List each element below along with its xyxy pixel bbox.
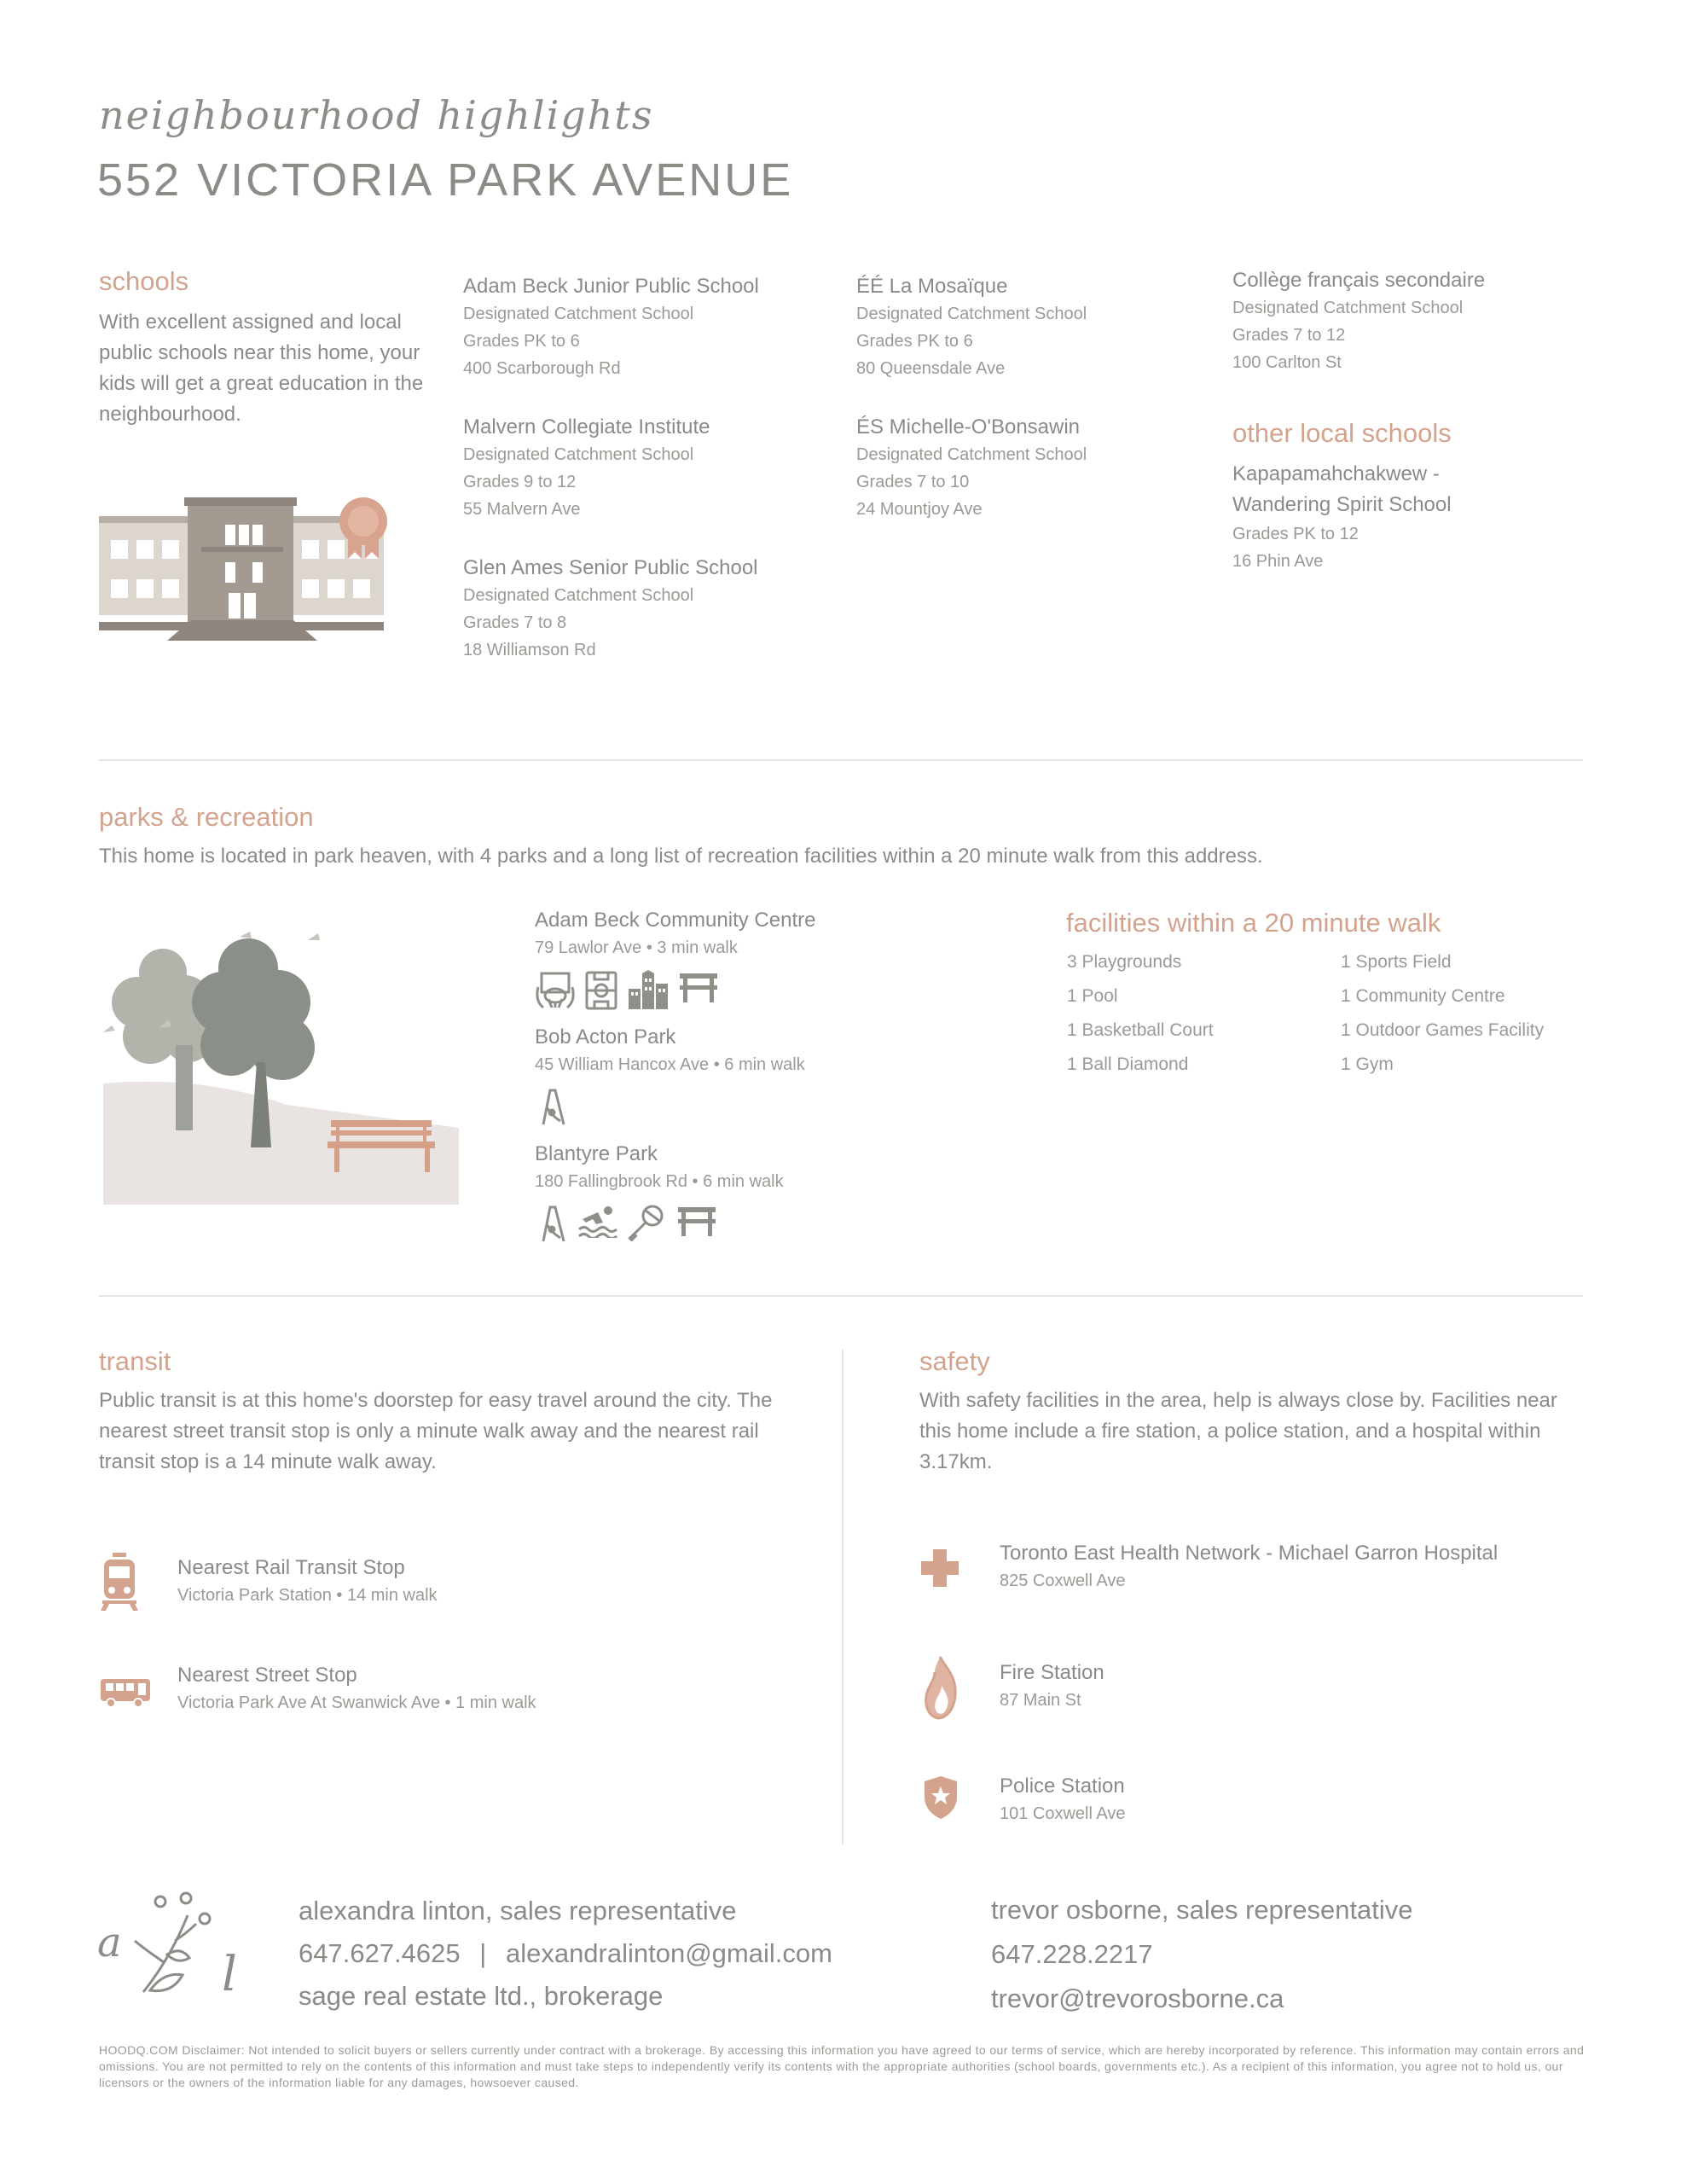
safety-heading: safety xyxy=(919,1346,990,1376)
school-name: Glen Ames Senior Public School xyxy=(463,556,758,579)
school-address: 16 Phin Ave xyxy=(1232,552,1324,571)
street-stop-detail: Victoria Park Ave At Swanwick Ave • 1 min walk xyxy=(177,1693,536,1712)
school-name: Wandering Spirit School xyxy=(1232,493,1452,516)
agent1-contact-line xyxy=(299,1932,930,1975)
sports-field-icon xyxy=(584,970,618,1011)
park-name: Blantyre Park xyxy=(535,1142,658,1165)
school-grades: Grades 7 to 8 xyxy=(463,613,567,632)
facility-item: 1 Sports Field xyxy=(1341,952,1452,972)
park-detail: 180 Fallingbrook Rd • 6 min walk xyxy=(535,1172,784,1191)
school-type: Designated Catchment School xyxy=(463,586,694,605)
column-divider xyxy=(842,1350,844,1844)
schools-heading: schools xyxy=(99,266,189,296)
school-grades: Grades 9 to 12 xyxy=(463,473,577,491)
train-icon xyxy=(99,1553,140,1611)
agent1-phone[interactable]: 647.627.4625 xyxy=(299,1938,461,1968)
school-entry xyxy=(463,414,821,523)
police-badge-icon xyxy=(923,1774,959,1821)
school-name: Malvern Collegiate Institute xyxy=(463,415,710,439)
playground-slide-icon xyxy=(535,1204,569,1243)
school-address: 18 Williamson Rd xyxy=(463,641,596,659)
facility-item: 1 Gym xyxy=(1341,1054,1394,1074)
ball-diamond-icon xyxy=(627,1204,668,1241)
school-grades: Grades 7 to 10 xyxy=(856,473,970,491)
facility-item: 1 Basketball Court xyxy=(1067,1020,1214,1040)
facility-item: 1 Ball Diamond xyxy=(1067,1054,1189,1074)
school-grades: Grades PK to 6 xyxy=(856,332,973,351)
picnic-table-icon xyxy=(678,970,719,1004)
school-type: Designated Catchment School xyxy=(1232,299,1464,317)
facility-item: 1 Community Centre xyxy=(1341,986,1505,1006)
school-building-icon xyxy=(99,491,406,644)
hospital-detail: 825 Coxwell Ave xyxy=(1000,1571,1126,1590)
schools-intro: With excellent assigned and local public schools near this home, your kids will get a great education in the neighbourhood. xyxy=(99,311,424,426)
agent2-name: trevor osborne, sales representative xyxy=(991,1895,1413,1925)
svg-text:a: a xyxy=(97,1919,122,1966)
facilities-list-col1 xyxy=(1067,945,1323,1082)
hospital-label: Toronto East Health Network - Michael Garron Hospital xyxy=(1000,1542,1499,1565)
street-stop-label: Nearest Street Stop xyxy=(177,1664,357,1687)
school-entry xyxy=(856,273,1215,382)
script-title: neighbourhood highlights xyxy=(99,92,654,138)
other-schools-heading: other local schools xyxy=(1232,418,1452,448)
school-address: 80 Queensdale Ave xyxy=(856,359,1006,378)
agent-logo-icon xyxy=(94,1890,264,2001)
section-divider xyxy=(99,759,1583,761)
school-grades: Grades 7 to 12 xyxy=(1232,326,1346,345)
agent2-contact xyxy=(991,1888,1588,2021)
school-address: 400 Scarborough Rd xyxy=(463,359,621,378)
park-trees-icon xyxy=(99,930,466,1207)
facility-item: 1 Outdoor Games Facility xyxy=(1341,1020,1545,1040)
school-type: Designated Catchment School xyxy=(463,445,694,464)
school-name: Adam Beck Junior Public School xyxy=(463,275,759,298)
rail-stop-detail: Victoria Park Station • 14 min walk xyxy=(177,1586,438,1605)
park-entry xyxy=(535,907,1012,1011)
agent1-contact xyxy=(299,1890,930,2018)
park-entry xyxy=(535,1024,1012,1126)
school-type: Designated Catchment School xyxy=(856,445,1087,464)
hospital-cross-icon xyxy=(919,1548,960,1589)
police-station-detail: 101 Coxwell Ave xyxy=(1000,1804,1126,1823)
transit-intro: Public transit is at this home's doorstep for easy travel around the city. The nearest street transit stop is only a minute walk away and the nearest rail transit stop is a 14 minute walk away. xyxy=(99,1389,773,1473)
fire-station-label: Fire Station xyxy=(1000,1661,1104,1684)
playground-slide-icon xyxy=(535,1087,569,1126)
community-centre-icon xyxy=(627,970,670,1009)
safety-intro: With safety facilities in the area, help is always close by. Facilities near this home include a fire station, a police station, and a hospital within 3.17km. xyxy=(919,1389,1557,1473)
school-entry xyxy=(1232,459,1591,575)
police-station-label: Police Station xyxy=(1000,1774,1125,1798)
parks-heading: parks & recreation xyxy=(99,802,314,832)
park-detail: 79 Lawlor Ave • 3 min walk xyxy=(535,938,738,957)
park-name: Adam Beck Community Centre xyxy=(535,909,816,932)
page-title: 552 VICTORIA PARK AVENUE xyxy=(97,154,794,206)
agent2-email[interactable]: trevor@trevorosborne.ca xyxy=(991,1984,1284,2013)
transit-heading: transit xyxy=(99,1346,171,1376)
school-address: 24 Mountjoy Ave xyxy=(856,500,983,519)
agent1-email[interactable]: alexandralinton@gmail.com xyxy=(505,1938,832,1968)
school-name: Kapapamahchakwew - xyxy=(1232,462,1440,485)
school-grades: Grades PK to 6 xyxy=(463,332,580,351)
section-divider xyxy=(99,1295,1583,1297)
fire-station-detail: 87 Main St xyxy=(1000,1691,1081,1710)
basketball-icon xyxy=(535,970,576,1009)
facilities-list-col2 xyxy=(1341,945,1597,1082)
park-name: Bob Acton Park xyxy=(535,1025,676,1048)
agent2-phone[interactable]: 647.228.2217 xyxy=(991,1939,1153,1969)
agent1-name: alexandra linton, sales representative xyxy=(299,1896,737,1926)
facilities-heading: facilities within a 20 minute walk xyxy=(1066,908,1441,938)
parks-intro: This home is located in park heaven, with 4 parks and a long list of recreation facilities within a 20 minute walk from this address. xyxy=(99,845,1263,868)
school-address: 100 Carlton St xyxy=(1232,353,1342,372)
school-entry xyxy=(856,414,1215,523)
school-type: Designated Catchment School xyxy=(463,305,694,323)
school-name: ÉÉ La Mosaïque xyxy=(856,275,1008,298)
school-entry xyxy=(463,273,821,382)
agent1-brokerage: sage real estate ltd., brokerage xyxy=(299,1981,664,2011)
school-name: Collège français secondaire xyxy=(1232,269,1486,292)
bus-icon xyxy=(99,1677,152,1708)
police-station-entry xyxy=(1000,1773,1126,1827)
svg-text:l: l xyxy=(222,1947,237,2001)
school-type: Designated Catchment School xyxy=(856,305,1087,323)
flame-icon xyxy=(923,1655,959,1720)
rail-stop-entry xyxy=(177,1554,438,1609)
school-name: ÉS Michelle-O'Bonsawin xyxy=(856,415,1081,439)
park-detail: 45 William Hancox Ave • 6 min walk xyxy=(535,1055,805,1074)
facility-item: 1 Pool xyxy=(1067,986,1118,1006)
rail-stop-label: Nearest Rail Transit Stop xyxy=(177,1556,405,1579)
disclaimer: HOODQ.COM Disclaimer: Not intended to solicit buyers or sellers currently under contract with a brokerage. By accessing this information you have agreed to our terms of service, which are hereby incorporated by reference. This information may contain errors and omissions. You are not permitted to rely on the contents of this information and must take steps to independently verify its contents with the appropriate authorities (school boards, governments etc.). As a recipient of this information, you agree not to hold us, our licensors or the owners of the information liable for any damages, howsoever caused. xyxy=(99,2043,1585,2089)
school-address: 55 Malvern Ave xyxy=(463,500,581,519)
facility-item: 3 Playgrounds xyxy=(1067,952,1182,972)
swimming-icon xyxy=(577,1204,618,1238)
school-entry xyxy=(1232,267,1591,376)
fire-station-entry xyxy=(1000,1659,1104,1714)
contact-separator: | xyxy=(479,1938,487,1968)
school-entry xyxy=(463,555,821,664)
street-stop-entry xyxy=(177,1662,536,1716)
school-grades: Grades PK to 12 xyxy=(1232,525,1359,543)
hospital-entry xyxy=(1000,1540,1498,1594)
park-entry xyxy=(535,1141,1012,1243)
picnic-table-icon xyxy=(676,1204,717,1238)
